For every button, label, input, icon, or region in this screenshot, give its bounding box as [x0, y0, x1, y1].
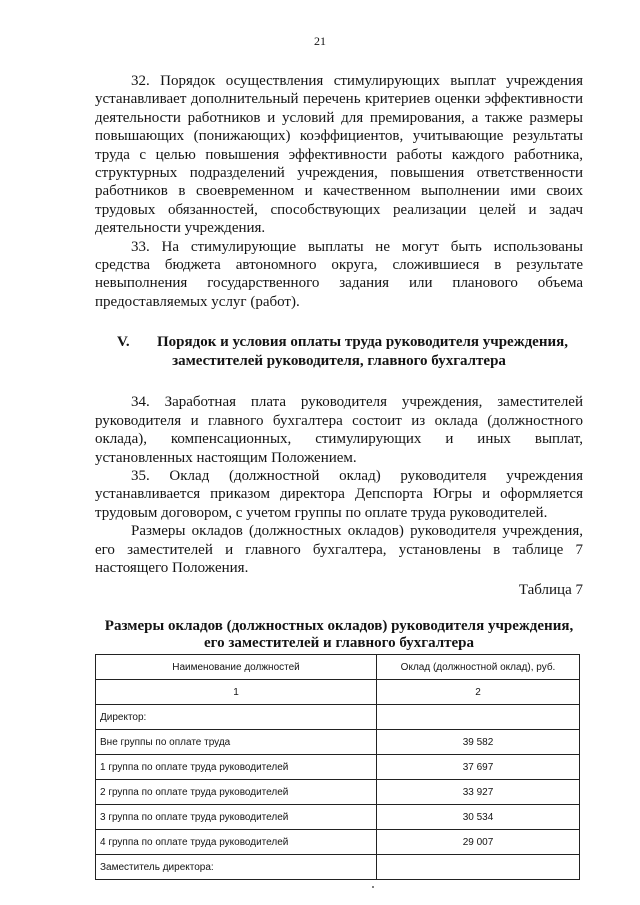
position-name: 1 группа по оплате труда руководителей	[96, 755, 377, 780]
paragraph-33: 33. На стимулирующие выплаты не могут быть использованы средства бюджета автономного округа, сложившиеся в результате невыполнения государственного задания или планового объема предоставляемых услуг (работ).	[95, 238, 583, 310]
paragraph-35: 35. Оклад (должностной оклад) руководителя учреждения устанавливается приказом директора Депспорта Югры и оформляется трудовым договором, с учетом группы по оплате труда руководителей.	[95, 467, 583, 521]
table-row	[96, 855, 580, 880]
column-number-2: 2	[377, 680, 580, 705]
table-row	[96, 780, 580, 805]
table-row	[96, 705, 580, 730]
position-name: 4 группа по оплате труда руководителей	[96, 830, 377, 855]
column-number-1: 1	[96, 680, 377, 705]
scan-speck	[372, 886, 374, 888]
salary-value	[377, 855, 580, 880]
table-caption: Таблица 7	[518, 582, 583, 599]
paragraph-32: 32. Порядок осуществления стимулирующих выплат учреждения устанавливает дополнительный перечень критериев оценки эффективности деятельности работников и условий для премирования, а также размеры повышающих (понижающих) коэффициентов, учитывающие результаты труда с целью повышения эффективности работы каждого работника, структурных подразделений учреждения, повышения ответственности работников в своевременном и качественном выполнении ими своих трудовых обязанностей, способствующих реализации целей и задач деятельности учреждения.	[95, 73, 583, 237]
section-number: V.	[117, 334, 130, 351]
section-heading	[95, 333, 583, 371]
position-name: Заместитель директора:	[96, 855, 377, 880]
table-title-line-2: его заместителей и главного бухгалтера	[203, 635, 475, 652]
table-row	[96, 755, 580, 780]
section-title-line-1: Порядок и условия оплаты труда руководителя учреждения,	[157, 334, 568, 351]
salary-value: 39 582	[377, 730, 580, 755]
header-position-name: Наименование должностей	[96, 655, 377, 680]
section-title-line-2: заместителей руководителя, главного бухгалтера	[172, 353, 506, 370]
table-row	[96, 830, 580, 855]
table-row	[96, 805, 580, 830]
salary-value: 37 697	[377, 755, 580, 780]
position-name: Директор:	[96, 705, 377, 730]
table-title-line-1: Размеры окладов (должностных окладов) руководителя учреждения,	[104, 618, 574, 635]
position-name: Вне группы по оплате труда	[96, 730, 377, 755]
table-row	[96, 730, 580, 755]
salary-table	[95, 654, 580, 880]
column-numbers-row	[96, 680, 580, 705]
paragraph-34: 34. Заработная плата руководителя учреждения, заместителей руководителя и главного бухгалтера состоит из оклада (должностного оклада), компенсационных, стимулирующих и иных выплат, установленных настоящим Положением.	[95, 394, 583, 466]
salary-value: 30 534	[377, 805, 580, 830]
page-number: 21	[314, 34, 326, 48]
document-body	[95, 72, 583, 880]
salary-value: 29 007	[377, 830, 580, 855]
table-title	[95, 618, 583, 652]
paragraph-salary-sizes: Размеры окладов (должностных окладов) руководителя учреждения, его заместителей и главного бухгалтера, установлены в таблице 7 настоящего Положения.	[95, 523, 583, 576]
table-header-row	[96, 655, 580, 680]
position-name: 2 группа по оплате труда руководителей	[96, 780, 377, 805]
position-name: 3 группа по оплате труда руководителей	[96, 805, 377, 830]
salary-value	[377, 705, 580, 730]
header-salary: Оклад (должностной оклад), руб.	[377, 655, 580, 680]
salary-value: 33 927	[377, 780, 580, 805]
